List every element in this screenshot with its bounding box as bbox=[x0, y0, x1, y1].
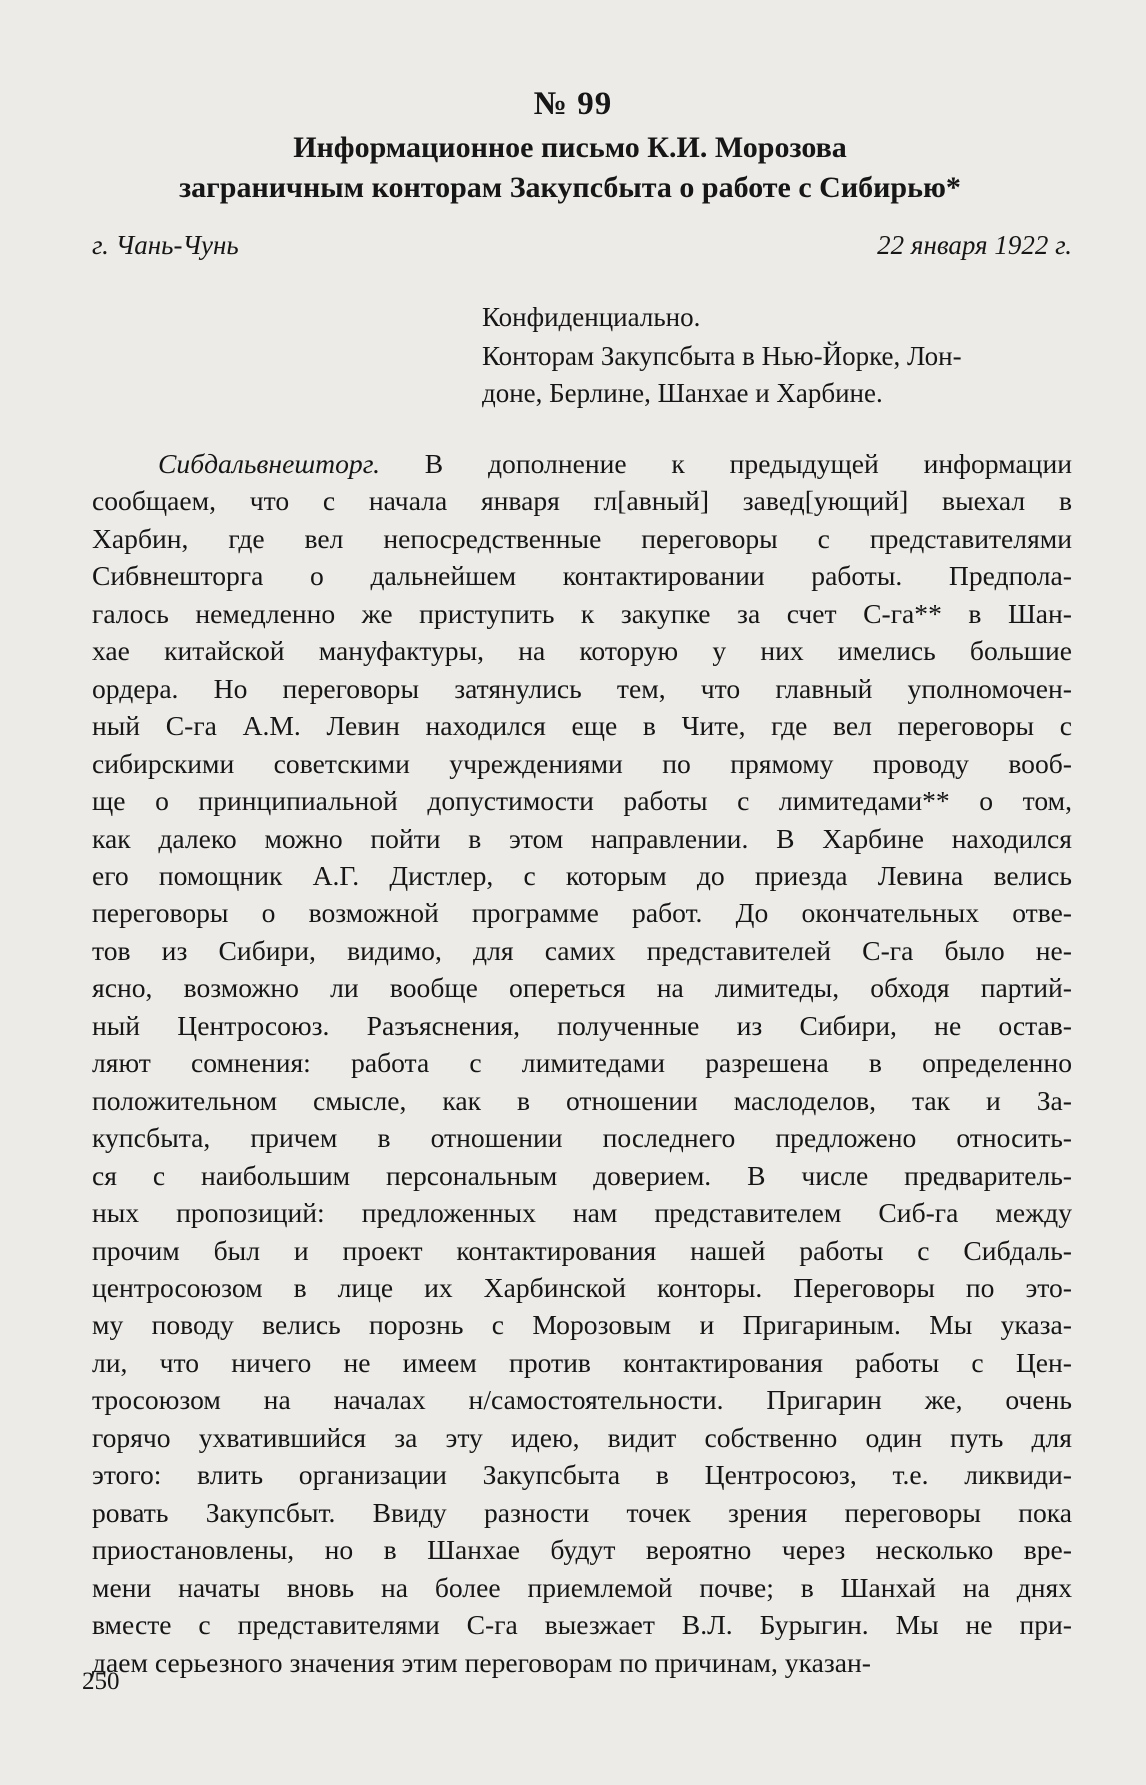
body-line: ще о принципиальной допустимости работы с лимитедами** о том, bbox=[92, 785, 1072, 817]
page-number: 250 bbox=[82, 1668, 120, 1695]
letter-body bbox=[92, 445, 1072, 1681]
addressee-line-2: доне, Берлине, Шанхае и Харбине. bbox=[482, 378, 883, 408]
addressee-block bbox=[482, 338, 1082, 412]
body-line: переговоры о возможной программе работ. До окончательных отве- bbox=[92, 897, 1072, 929]
body-line: горячо ухватившийся за эту идею, видит собственно один путь для bbox=[92, 1421, 1072, 1453]
body-line: Сибвнешторга о дальнейшем контактировании работы. Предпола- bbox=[92, 560, 1072, 592]
document-number: № 99 bbox=[533, 86, 613, 122]
body-line: приостановлены, но в Шанхае будут вероятно через несколько вре- bbox=[92, 1534, 1072, 1566]
body-line: купсбыта, причем в отношении последнего предложено относить- bbox=[92, 1122, 1072, 1154]
body-line: тросоюзом на началах н/самостоятельности. Пригарин же, очень bbox=[92, 1384, 1072, 1416]
title-line-1: Информационное письмо К.И. Морозова bbox=[293, 131, 847, 164]
document-title bbox=[120, 128, 1020, 208]
body-line: ся с наибольшим персональным доверием. В числе предваритель- bbox=[92, 1159, 1072, 1191]
body-line: этого: влить организации Закупсбыта в Центросоюз, т.е. ликвиди- bbox=[92, 1459, 1072, 1491]
body-line: галось немедленно же приступить к закупке за счет С-га** в Шан- bbox=[92, 597, 1072, 629]
document-place: г. Чань-Чунь bbox=[92, 230, 239, 260]
title-line-2: заграничным конторам Закупсбыта о работе с Сибирью* bbox=[179, 171, 961, 204]
confidential-mark: Конфиденциально. bbox=[482, 302, 701, 332]
body-first-line bbox=[92, 445, 1072, 482]
body-line: ных пропозиций: предложенных нам представителем Сиб-га между bbox=[92, 1197, 1072, 1229]
body-line: прочим был и проект контактирования нашей работы с Сибдаль- bbox=[92, 1234, 1072, 1266]
body-line: Харбин, где вел непосредственные переговоры с представителями bbox=[92, 522, 1072, 554]
body-line: даем серьезного значения этим переговорам по причинам, указан- bbox=[92, 1646, 871, 1678]
body-line: вместе с представителями С-га выезжает В.Л. Бурыгин. Мы не при- bbox=[92, 1609, 1072, 1641]
first-line-text: В дополнение к предыдущей информации bbox=[380, 448, 1072, 479]
body-line: сибирскими советскими учреждениями по прямому проводу вооб- bbox=[92, 747, 1072, 779]
body-line: ляют сомнения: работа с лимитедами разрешена в определенно bbox=[92, 1047, 1072, 1079]
body-line: мени начаты вновь на более приемлемой почве; в Шанхай на днях bbox=[92, 1571, 1072, 1603]
body-line: хае китайской мануфактуры, на которую у них имелись большие bbox=[92, 635, 1072, 667]
body-line: ясно, возможно ли вообще опереться на лимитеды, обходя партий- bbox=[92, 972, 1072, 1004]
document-date: 22 января 1922 г. bbox=[877, 230, 1072, 260]
body-line: му поводу велись порознь с Морозовым и Пригариным. Мы указа- bbox=[92, 1309, 1072, 1341]
body-line: положительном смысле, как в отношении маслоделов, так и За- bbox=[92, 1084, 1072, 1116]
body-line: ный Центросоюз. Разъяснения, полученные из Сибири, не остав- bbox=[92, 1009, 1072, 1041]
body-line: тов из Сибири, видимо, для самих представителей С-га было не- bbox=[92, 934, 1072, 966]
body-line: ордера. Но переговоры затянулись тем, что главный уполномочен- bbox=[92, 672, 1072, 704]
body-line: его помощник А.Г. Дистлер, с которым до приезда Левина велись bbox=[92, 859, 1072, 891]
body-line: ный С-га А.М. Левин находился еще в Чите, где вел переговоры с bbox=[92, 710, 1072, 742]
body-line: ли, что ничего не имеем против контактирования работы с Цен- bbox=[92, 1346, 1072, 1378]
body-line: как далеко можно пойти в этом направлении. В Харбине находился bbox=[92, 822, 1072, 854]
body-line: ровать Закупсбыт. Ввиду разности точек зрения переговоры пока bbox=[92, 1496, 1072, 1528]
body-line: сообщаем, что с начала января гл[авный] завед[ующий] выехал в bbox=[92, 485, 1072, 517]
body-line: центросоюзом в лице их Харбинской конторы. Переговоры по это- bbox=[92, 1271, 1072, 1303]
organization-name: Сибдальвнешторг. bbox=[158, 448, 380, 479]
addressee-line-1: Конторам Закупсбыта в Нью-Йорке, Лон- bbox=[482, 341, 962, 371]
